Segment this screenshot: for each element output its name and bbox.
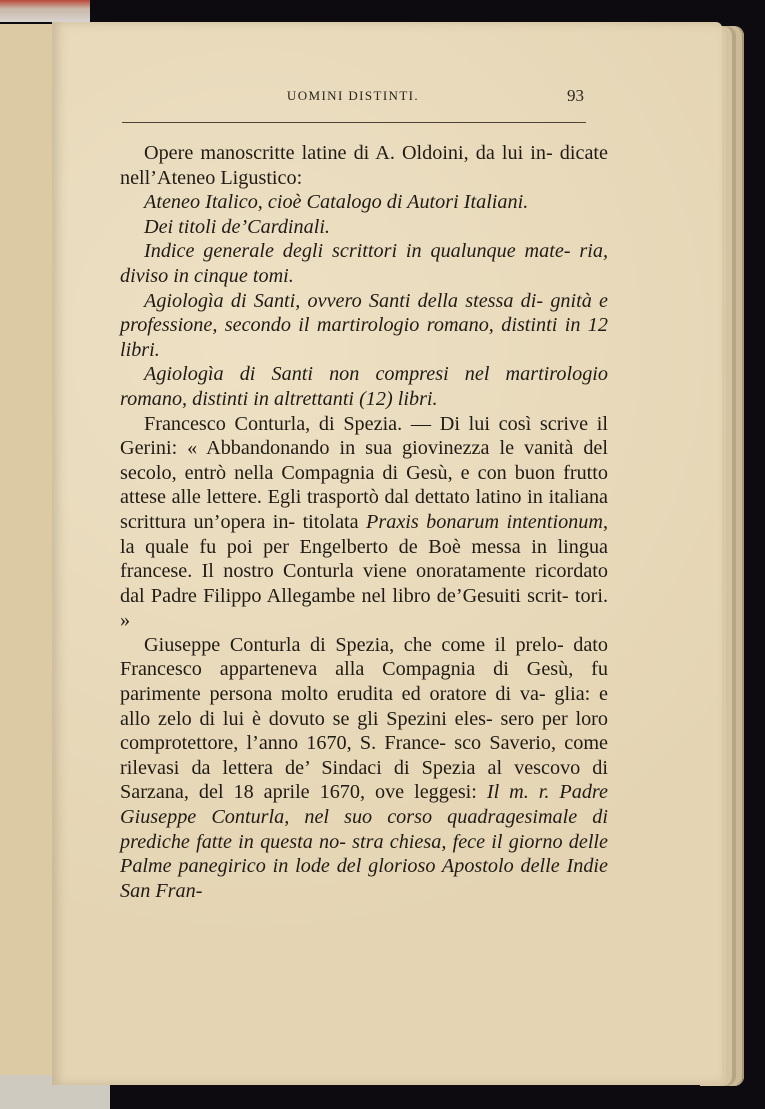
running-head: UOMINI DISTINTI.	[286, 88, 420, 103]
work-title: Agiologìa di Santi, ovvero Santi della stessa di- gnità e professione, secondo il martirologio romano, distinti in 12 libri.	[120, 289, 608, 361]
page-body	[120, 141, 608, 903]
paragraph	[120, 412, 608, 633]
page-number: 93	[567, 86, 584, 105]
paragraph-text: Giuseppe Conturla di Spezia, che come il prelo- dato Francesco apparteneva alla Compagnia di Gesù, fu parimente persona molto erudita ed oratore di va- glia: e allo zelo di lui è dovuto se gli Spezini eles- sero per loro comprotettore, l’anno 1670, S. France- sco Saverio, come rilevasi da lettera de’ Sindaci di Spezia al vescovo di Sarzana, del 18 aprile 1670, ove leggesi:	[120, 633, 608, 804]
work-title: Ateneo Italico, cioè Catalogo di Autori Italiani.	[144, 191, 529, 214]
paragraph-text: Opere manoscritte latine di A. Oldoini, da lui in- dicate nell’Ateneo Ligustico:	[120, 142, 608, 189]
paragraph	[120, 190, 608, 215]
paragraph	[120, 239, 608, 288]
work-title: Praxis bonarum intentionum	[366, 510, 603, 533]
work-title: Dei titoli de’Cardinali.	[144, 215, 330, 238]
paragraph	[120, 362, 608, 411]
work-title: Indice generale degli scrittori in qualunque mate- ria, diviso in cinque tomi.	[120, 240, 608, 287]
paragraph	[120, 215, 608, 240]
background-cloth	[0, 0, 90, 22]
quotation: Il m. r. Padre Giuseppe Conturla, nel suo corso quadragesimale di prediche fatte in questa no- stra chiesa, fece il giorno delle Palme panegirico in lode del glorioso Apostolo delle Indie San Fran-	[120, 781, 608, 902]
facing-page-edge	[0, 24, 53, 1076]
paragraph-text: Francesco Conturla, di Spezia. — Di lui così scrive il Gerini: « Abbandonando in sua giovinezza le vanità del secolo, entrò nella Compagnia di Gesù, e con buon frutto attese alle lettere. Egli trasportò dal dettato latino in italiana scrittura un’opera in- titolata	[120, 412, 608, 533]
header-rule	[122, 122, 586, 123]
paragraph	[120, 289, 608, 363]
page-header	[122, 88, 584, 108]
work-title: Agiologìa di Santi non compresi nel martirologio romano, distinti in altrettanti (12) libri.	[120, 363, 608, 410]
paragraph	[120, 141, 608, 190]
paragraph-text: , la quale fu poi per Engelberto de Boè messa in lingua francese. Il nostro Conturla viene onoratamente ricordato dal Padre Filippo Allegambe nel libro de’Gesuiti scrit- tori. »	[120, 510, 608, 632]
paragraph	[120, 633, 608, 904]
